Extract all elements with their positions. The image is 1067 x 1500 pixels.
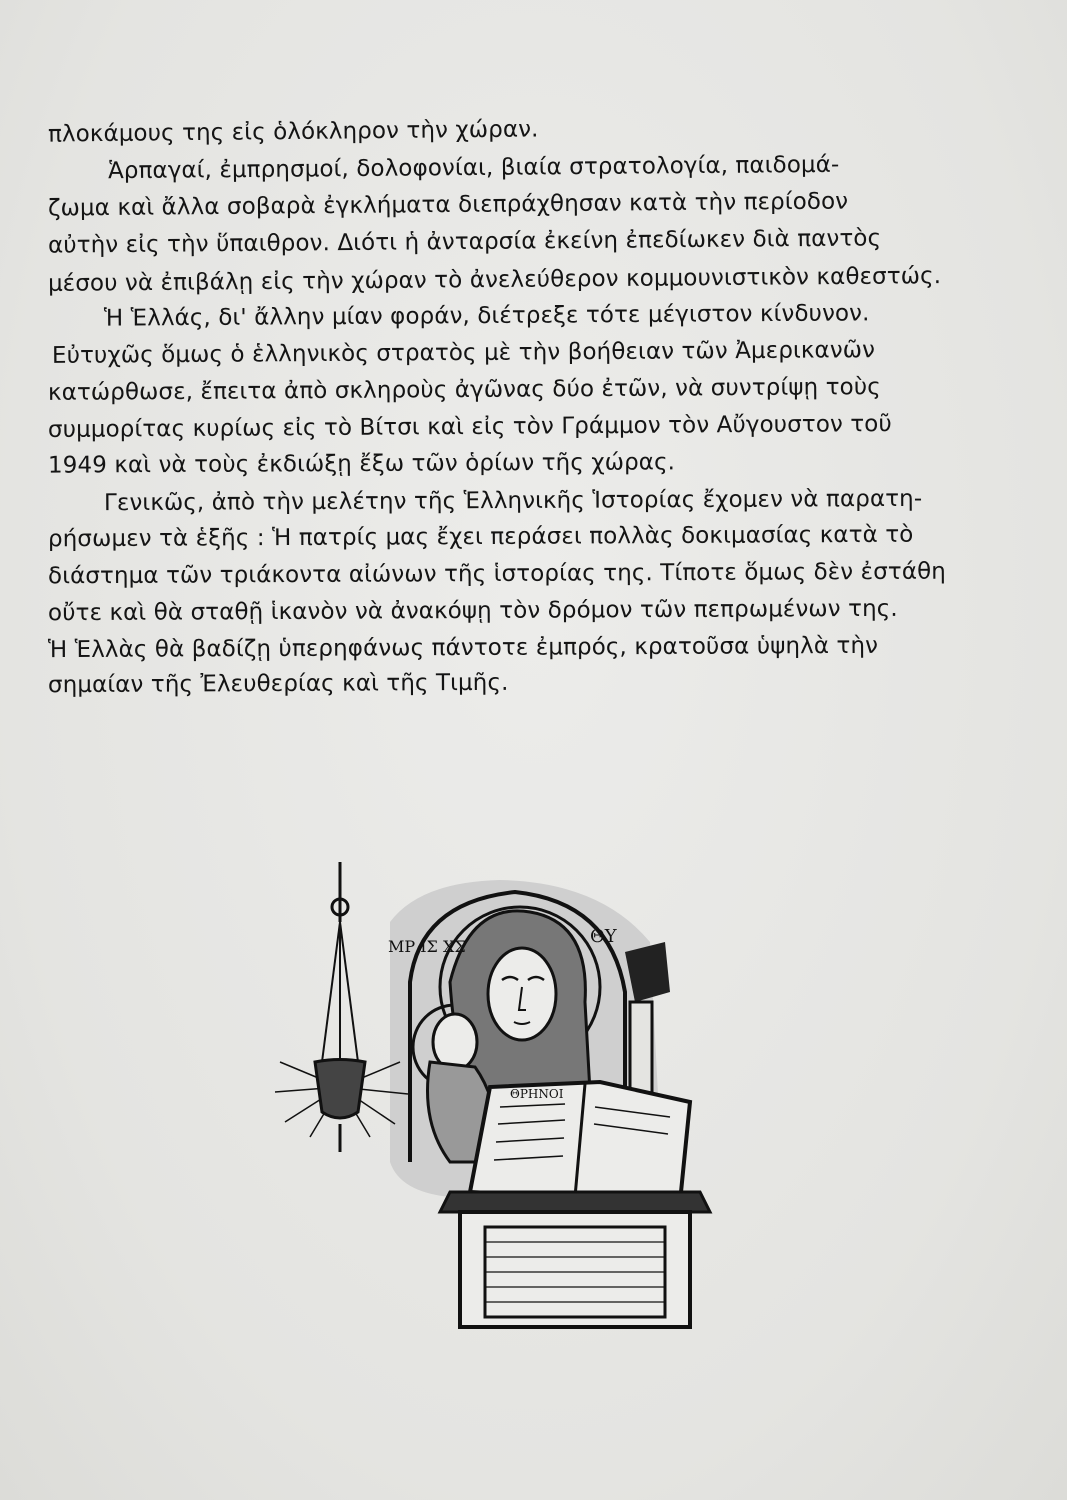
text-line: Γενικῶς, ἀπὸ τὴν μελέτην τῆς Ἑλληνικῆς Ἱστορίας ἔχομεν νὰ παρατη- <box>103 485 923 517</box>
text-line: ζωμα καὶ ἄλλα σοβαρὰ ἐγκλήματα διεπράχθησαν κατὰ τὴν περίοδον <box>47 188 849 222</box>
madonna-icon <box>270 862 720 1332</box>
madonna-and-child-illustration <box>270 862 720 1332</box>
text-line: πλοκάμους της εἰς ὁλόκληρον τὴν χώραν. <box>47 116 539 148</box>
text-line: Ἡ Ἑλλάς, δι' ἄλλην μίαν φοράν, διέτρεξε τότε μέγιστον κίνδυνον. <box>103 300 870 332</box>
text-line: αὐτὴν εἰς τὴν ὕπαιθρον. Διότι ἡ ἀνταρσία ἐκείνη ἐπεδίωκεν διὰ παντὸς <box>47 225 882 259</box>
text-line: σημαίαν τῆς Ἐλευθερίας καὶ τῆς Τιμῆς. <box>47 669 509 699</box>
text-line: οὔτε καὶ θὰ σταθῇ ἱκανὸν νὰ ἀνακόψῃ τὸν δρόμον τῶν πεπρωμένων της. <box>47 595 898 627</box>
text-line: Ἡ Ἑλλὰς θὰ βαδίζῃ ὑπερηφάνως πάντοτε ἐμπρός, κρατοῦσα ὑψηλὰ τὴν <box>47 632 879 664</box>
book-inscription: ΘΡΗΝΟΙ <box>510 1087 564 1101</box>
text-line: Ἁρπαγαί, ἐμπρησμοί, δολοφονίαι, βιαία στρατολογία, παιδομά- <box>107 151 840 185</box>
text-line: ρήσωμεν τὰ ἑξῆς : Ἡ πατρίς μας ἔχει περάσει πολλὰς δοκιμασίας κατὰ τὸ <box>47 521 914 553</box>
text-line: συμμορίτας κυρίως εἰς τὸ Βίτσι καὶ εἰς τὸν Γράμμον τὸν Αὔγουστον τοῦ <box>47 411 892 443</box>
text-line: 1949 καὶ νὰ τοὺς ἐκδιώξῃ ἔξω τῶν ὁρίων τῆς χώρας. <box>47 449 676 479</box>
icon-inscription-right: ΘΥ <box>590 926 617 947</box>
text-line: διάστημα τῶν τριάκοντα αἰώνων τῆς ἱστορίας της. Τίποτε ὅμως δὲν ἐστάθη <box>47 558 946 590</box>
text-line: κατώρθωσε, ἔπειτα ἀπὸ σκληροὺς ἀγῶνας δύο ἐτῶν, νὰ συντρίψῃ τοὺς <box>47 374 881 406</box>
text-line: μέσου νὰ ἐπιβάλῃ εἰς τὴν χώραν τὸ ἀνελεύθερον κομμουνιστικὸν καθεστώς. <box>47 263 942 297</box>
icon-inscription-left: ΜΡ ΙΣ ΧΣ <box>388 937 466 956</box>
text-line: Εὐτυχῶς ὅμως ὁ ἑλληνικὸς στρατὸς μὲ τὴν βοήθειαν τῶν Ἀμερικανῶν <box>51 337 876 369</box>
